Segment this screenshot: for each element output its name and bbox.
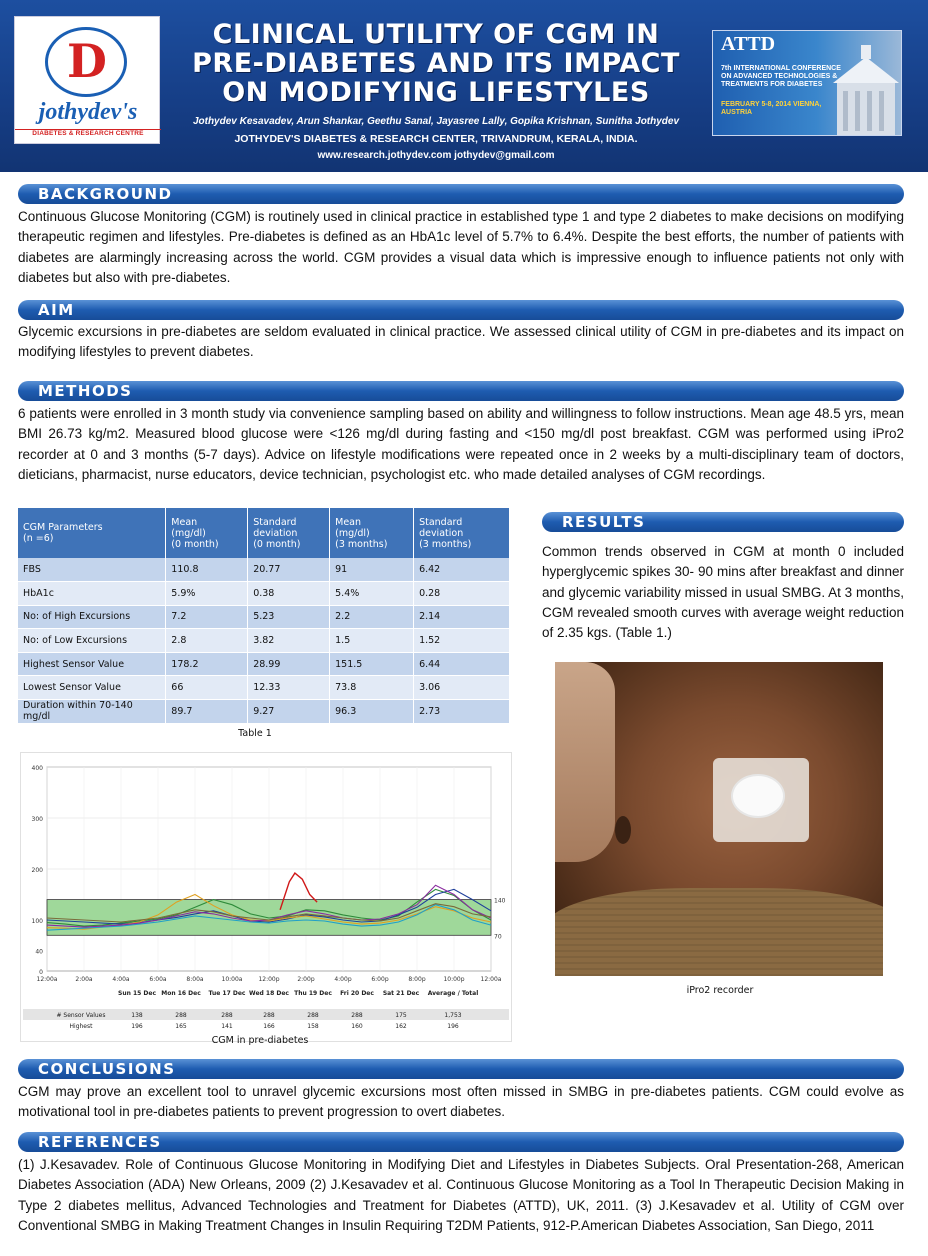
day-cell: Highest — [69, 1023, 93, 1030]
table-cell: 2.2 — [330, 605, 414, 629]
table-cell: 1.5 — [330, 629, 414, 653]
x-tick-label: 8:00a — [186, 976, 204, 983]
x-tick-label: 4:00a — [112, 976, 130, 983]
sensor-icon — [731, 774, 785, 818]
table-header: Standard deviation (0 month) — [248, 508, 330, 558]
table-cell: 2.8 — [166, 629, 248, 653]
poster-header — [0, 0, 928, 172]
website: www.research.jothydev.com jothydev@gmail.com — [317, 150, 555, 161]
table-cell: 0.28 — [414, 582, 510, 606]
logo — [14, 16, 160, 144]
table-row — [18, 558, 510, 582]
x-tick-label: 2:00a — [75, 976, 93, 983]
y-tick-label: 400 — [31, 765, 43, 772]
table-row — [18, 629, 510, 653]
table-cell: 73.8 — [330, 676, 414, 700]
conference-dates: FEBRUARY 5-8, 2014 VIENNA, AUSTRIA — [721, 101, 822, 116]
table-cell: 20.77 — [248, 558, 330, 582]
y-tick-label: 200 — [31, 867, 43, 874]
methods-text: 6 patients were enrolled in 3 month study via convenience sampling based on ability and willingness to follow instructions. Mean age 48.5 yrs, mean BMI 26.73 kg/m2. Measured blood glucose were <126 mg/dl during fasting and <150 mg/dl post breakfast. CGM was performed using iPro2 recorder at 0 and 3 months (5-7 days). Advice on lifestyle modifications were repeated once in 2 weeks by a multi-disciplinary team of doctors, dieticians, pharmacist, nurse educators, device technician, psychologist etc. who made detailed analyses of CGM recordings. — [18, 406, 904, 482]
institution: JOTHYDEV'S DIABETES & RESEARCH CENTER, TRIVANDRUM, KERALA, INDIA. — [234, 133, 638, 145]
table-cell: 6.44 — [414, 652, 510, 676]
day-header: Thu 19 Dec — [294, 990, 332, 997]
table-cell: 96.3 — [330, 700, 414, 724]
logo-d-icon: D — [67, 34, 107, 88]
y-tick-label: 300 — [31, 816, 43, 823]
x-tick-label: 2:00p — [297, 976, 315, 983]
conclusions-text: CGM may prove an excellent tool to unravel glycemic excursions most often missed in SMBG in pre-diabetes patients. CGM could evolve as motivational tool in pre-diabetes patients to prevent progression to overt diabetes. — [18, 1084, 904, 1120]
title-line-1: CLINICAL UTILITY OF CGM IN — [212, 19, 660, 50]
table-header: Mean (mg/dl) (0 month) — [166, 508, 248, 558]
x-tick-label: 8:00p — [408, 976, 426, 983]
references-text: (1) J.Kesavadev. Role of Continuous Glucose Monitoring in Modifying Diet and Lifestyles in Diabetes Subjects. Oral Presentation-268, American Diabetes Association (ADA) New Orleans, 2009 (2) J.Kesavadev et al. Continuous Glucose Monitoring as a Tool In Therapeutic Decision Making in Type 2 diabetes mellitus, Advanced Technologies and Treatment for Diabetes (ATTD), UK, 2011. (3) J.Kesavadev et al. Utility of CGM over Conventional SMBG in Making Treatment Changes in Insulin Requiring T2DM Patients, 912-P.American Diabetes Association, San Diego, 2011 — [18, 1157, 904, 1233]
x-tick-label: 12:00p — [258, 976, 280, 983]
table-header-row — [18, 508, 510, 558]
table-cell: 1.52 — [414, 629, 510, 653]
title-line-3: ON MODIFYING LIFESTYLES — [222, 77, 650, 108]
cgm-chart-svg — [21, 753, 511, 1041]
table-row-label: Duration within 70-140 mg/dl — [18, 700, 166, 724]
ipro2-photo — [555, 662, 883, 976]
x-tick-label: 4:00p — [334, 976, 352, 983]
day-cell: 1,753 — [444, 1012, 462, 1019]
table-row-label: FBS — [18, 558, 166, 582]
day-cell: 175 — [395, 1012, 407, 1019]
day-cell: 288 — [351, 1012, 363, 1019]
table-cell: 9.27 — [248, 700, 330, 724]
section-header-references — [18, 1132, 904, 1152]
table-header: Standard deviation (3 months) — [414, 508, 510, 558]
section-header-results — [542, 512, 904, 532]
x-tick-label: 10:00a — [221, 976, 243, 983]
table-row — [18, 676, 510, 700]
target-label: 140 — [494, 897, 506, 905]
day-cell: # Sensor Values — [56, 1012, 106, 1019]
table-row — [18, 652, 510, 676]
table-cell: 7.2 — [166, 605, 248, 629]
background-text: Continuous Glucose Monitoring (CGM) is routinely used in clinical practice in established type 1 and type 2 diabetes to make decisions on modifying therapeutic regimen and lifestyles. Pre-diabetes is defined as an HbA1c level of 5.7% to 6.4%. Despite the best efforts, the number of patients with diabetes are alarmingly increasing across the world. CGM provides a visual data which is impressive enough to influence patients not only with diabetes but also with pre-diabetes. — [18, 209, 904, 285]
building-icon — [831, 41, 901, 136]
cgm-chart — [20, 752, 512, 1042]
day-cell: 141 — [221, 1023, 233, 1030]
shorts-shape — [555, 888, 883, 976]
poster-title — [166, 20, 706, 107]
table-row-label: HbA1c — [18, 582, 166, 606]
day-cell: 288 — [263, 1012, 275, 1019]
table-row — [18, 700, 510, 724]
logo-subtitle: DIABETES & RESEARCH CENTRE — [15, 129, 161, 137]
title-line-2: PRE-DIABETES AND ITS IMPACT — [192, 48, 680, 79]
table-cell: 66 — [166, 676, 248, 700]
day-cell: 288 — [221, 1012, 233, 1019]
table-cell: 28.99 — [248, 652, 330, 676]
y-tick-label: 0 — [39, 969, 43, 976]
table-row — [18, 605, 510, 629]
table-cell: 2.73 — [414, 700, 510, 724]
day-header: Fri 20 Dec — [340, 990, 374, 997]
conference-badge — [712, 30, 902, 136]
section-header-conclusions — [18, 1059, 904, 1079]
table-cell: 151.5 — [330, 652, 414, 676]
photo-caption: iPro2 recorder — [686, 985, 754, 996]
table-cell: 0.38 — [248, 582, 330, 606]
table-cell: 5.9% — [166, 582, 248, 606]
table-cell: 178.2 — [166, 652, 248, 676]
x-tick-label: 10:00p — [443, 976, 465, 983]
section-title: RESULTS — [562, 513, 646, 531]
table-cell: 3.82 — [248, 629, 330, 653]
section-title: METHODS — [38, 382, 133, 400]
table-row-label: No: of Low Excursions — [18, 629, 166, 653]
table-row-label: No: of High Excursions — [18, 605, 166, 629]
day-cell: 160 — [351, 1023, 363, 1030]
results-text: Common trends observed in CGM at month 0 included hyperglycemic spikes 30- 90 mins after breakfast and dinner and glycemic variability missed in usual SMBG. At 3 months, CGM revealed smooth curves with average weight reduction of 2.35 kgs. (Table 1.) — [542, 544, 904, 641]
day-header: Tue 17 Dec — [208, 990, 246, 997]
x-tick-label: 6:00p — [371, 976, 389, 983]
day-header: Sun 15 Dec — [118, 990, 156, 997]
day-cell: 138 — [131, 1012, 143, 1019]
section-header-aim — [18, 300, 904, 320]
table-row-label: Highest Sensor Value — [18, 652, 166, 676]
day-cell: 288 — [307, 1012, 319, 1019]
day-cell: 166 — [263, 1023, 275, 1030]
x-tick-label: 12:00a — [480, 976, 502, 983]
x-tick-label: 12:00a — [36, 976, 58, 983]
section-title: CONCLUSIONS — [38, 1060, 176, 1078]
navel-shape — [615, 816, 631, 844]
table-cell: 3.06 — [414, 676, 510, 700]
section-header-methods — [18, 381, 904, 401]
section-header-background — [18, 184, 904, 204]
day-cell: 162 — [395, 1023, 407, 1030]
day-header: Sat 21 Dec — [382, 990, 420, 997]
section-title: REFERENCES — [38, 1133, 162, 1151]
table-row — [18, 582, 510, 606]
table-header: Mean (mg/dl) (3 months) — [330, 508, 414, 558]
day-header: Average / Total — [427, 990, 479, 997]
target-label: 70 — [494, 933, 502, 941]
table-cell: 6.42 — [414, 558, 510, 582]
day-cell: 165 — [175, 1023, 187, 1030]
attd-logo: ATTD — [721, 33, 776, 55]
day-header: Mon 16 Dec — [161, 990, 201, 997]
conference-name: 7th INTERNATIONAL CONFERENCE ON ADVANCED TECHNOLOGIES & TREATMENTS FOR DIABETES — [721, 65, 841, 88]
table-caption: Table 1 — [238, 728, 272, 739]
section-title: BACKGROUND — [38, 185, 173, 203]
table-cell: 91 — [330, 558, 414, 582]
day-cell: 196 — [131, 1023, 143, 1030]
day-cell: 196 — [447, 1023, 459, 1030]
table-cell: 110.8 — [166, 558, 248, 582]
arm-shape — [555, 662, 615, 862]
day-cell: 158 — [307, 1023, 319, 1030]
table-cell: 5.4% — [330, 582, 414, 606]
y-tick-label: 100 — [31, 918, 43, 925]
y-tick-label: 40 — [35, 948, 43, 956]
table-header: CGM Parameters (n =6) — [18, 508, 166, 558]
x-tick-label: 6:00a — [149, 976, 167, 983]
table-cell: 2.14 — [414, 605, 510, 629]
chart-caption: CGM in pre-diabetes — [211, 1035, 309, 1046]
table-cell: 12.33 — [248, 676, 330, 700]
table-cell: 89.7 — [166, 700, 248, 724]
aim-text: Glycemic excursions in pre-diabetes are seldom evaluated in clinical practice. We assessed clinical utility of CGM in pre-diabetes and its impact on modifying lifestyles to prevent diabetes. — [18, 324, 904, 360]
day-cell: 288 — [175, 1012, 187, 1019]
day-header: Wed 18 Dec — [249, 990, 289, 997]
table-row-label: Lowest Sensor Value — [18, 676, 166, 700]
section-title: AIM — [38, 301, 75, 319]
authors: Jothydev Kesavadev, Arun Shankar, Geethu Sanal, Jayasree Lally, Gopika Krishnan, Sunitha Jothydev — [192, 116, 680, 127]
cgm-parameters-table — [18, 508, 510, 724]
logo-name: jothydev's — [38, 99, 138, 125]
table-cell: 5.23 — [248, 605, 330, 629]
